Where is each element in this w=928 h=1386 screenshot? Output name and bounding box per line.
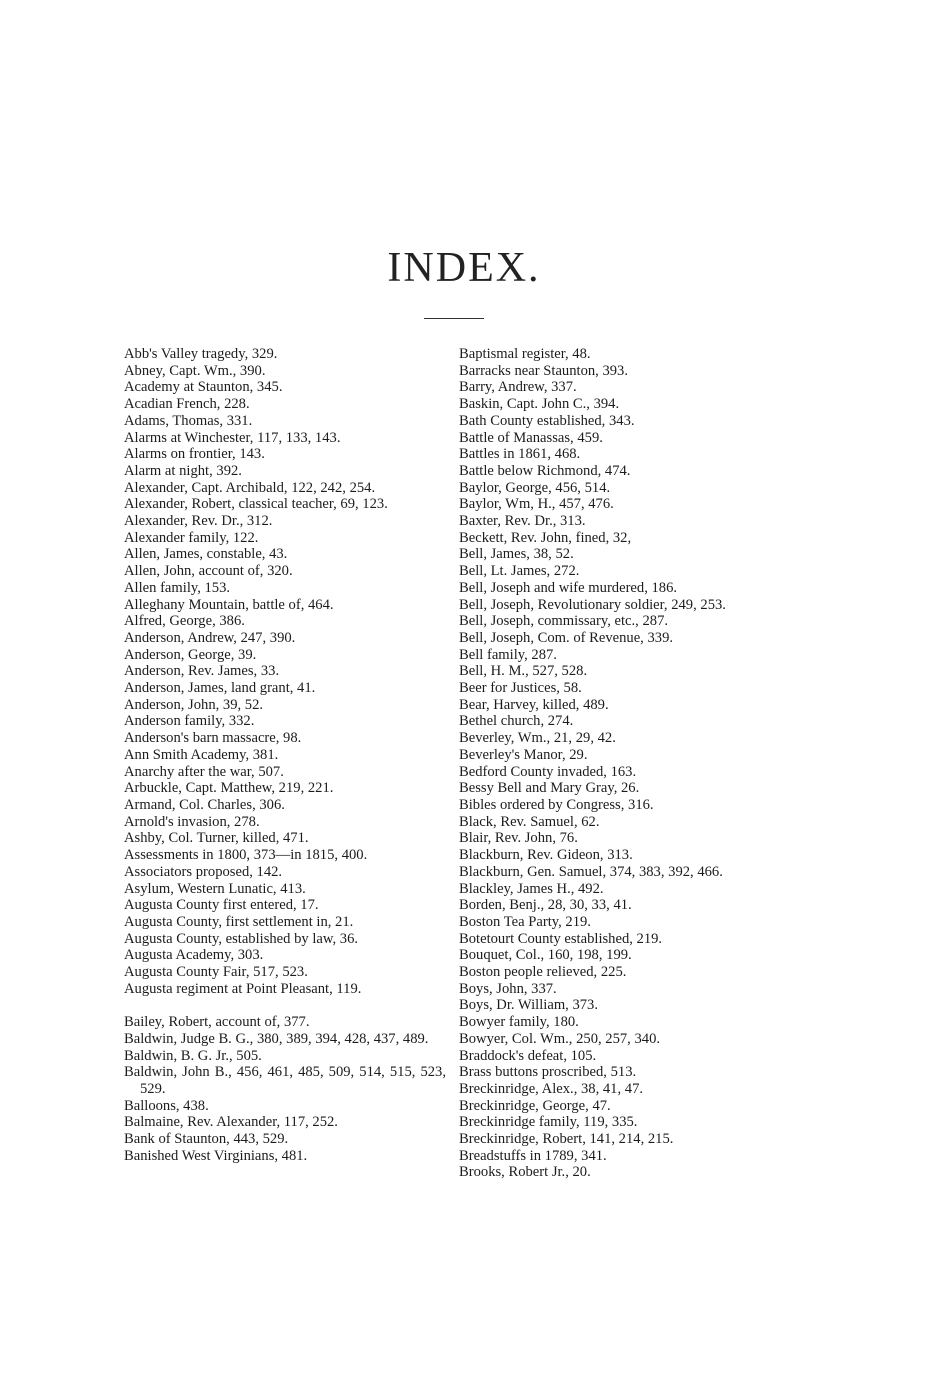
index-entry: Allen, John, account of, 320. — [124, 563, 293, 580]
index-entry: Ann Smith Academy, 381. — [124, 746, 279, 763]
index-entry: Arbuckle, Capt. Matthew, 219, 221. — [124, 780, 334, 797]
index-column-left — [124, 346, 446, 1164]
index-entry: Bowyer, Col. Wm., 250, 257, 340. — [459, 1030, 661, 1047]
index-entry: Bessy Bell and Mary Gray, 26. — [459, 780, 640, 797]
index-column-right — [459, 346, 783, 1181]
index-entry: Bell, Lt. James, 272. — [459, 563, 580, 580]
index-entry: Abney, Capt. Wm., 390. — [124, 362, 266, 379]
index-entry: Bethel church, 274. — [459, 713, 574, 730]
index-entry: Battles in 1861, 468. — [459, 446, 581, 463]
index-entry: Brass buttons proscribed, 513. — [459, 1064, 637, 1081]
index-entry: Augusta County first entered, 17. — [124, 897, 319, 914]
index-entry: Abb's Valley tragedy, 329. — [124, 346, 278, 362]
index-entry: Anderson's barn massacre, 98. — [124, 730, 302, 747]
index-entry: Brooks, Robert Jr., 20. — [459, 1164, 591, 1181]
index-entry: Academy at Staunton, 345. — [124, 379, 283, 396]
index-entry: Alexander family, 122. — [124, 529, 259, 546]
index-entry: Beverley's Manor, 29. — [459, 746, 588, 763]
index-entry: Armand, Col. Charles, 306. — [124, 796, 285, 813]
index-entry: Baxter, Rev. Dr., 313. — [459, 513, 586, 530]
title-rule — [424, 318, 484, 319]
index-entry: Anderson, John, 39, 52. — [124, 696, 264, 713]
index-entry: Alarms at Winchester, 117, 133, 143. — [124, 429, 341, 446]
index-entry: Black, Rev. Samuel, 62. — [459, 813, 600, 830]
index-entry: Alexander, Robert, classical teacher, 69, 123. — [124, 496, 388, 513]
index-entry: Ashby, Col. Turner, killed, 471. — [124, 830, 309, 847]
index-entry: Allen, James, constable, 43. — [124, 546, 288, 563]
index-entry: Balloons, 438. — [124, 1097, 209, 1114]
index-entry: Augusta County, first settlement in, 21. — [124, 913, 354, 930]
index-entry: Bell, Joseph, Com. of Revenue, 339. — [459, 629, 674, 646]
index-entry: Alexander, Capt. Archibald, 122, 242, 254. — [124, 479, 376, 496]
index-entry: Anderson family, 332. — [124, 713, 255, 730]
index-entry: Boston people relieved, 225. — [459, 964, 627, 981]
index-entry: Augusta County Fair, 517, 523. — [124, 964, 308, 981]
index-entry: Battle below Richmond, 474. — [459, 462, 631, 479]
index-entry: Blair, Rev. John, 76. — [459, 830, 578, 847]
index-entry: Breckinridge, George, 47. — [459, 1097, 611, 1114]
index-entry: Anderson, James, land grant, 41. — [124, 680, 316, 697]
index-entry: Augusta Academy, 303. — [124, 947, 264, 964]
index-entry: Alleghany Mountain, battle of, 464. — [124, 596, 334, 613]
index-entry: Bell family, 287. — [459, 646, 557, 663]
index-entry: Barracks near Staunton, 393. — [459, 362, 628, 379]
index-entry: Assessments in 1800, 373—in 1815, 400. — [124, 847, 368, 864]
index-entry: Acadian French, 228. — [124, 396, 250, 413]
index-entry: Allen family, 153. — [124, 579, 231, 596]
index-entry: Breckinridge family, 119, 335. — [459, 1114, 638, 1131]
index-entry: Boys, John, 337. — [459, 980, 557, 997]
index-entry: Augusta County, established by law, 36. — [124, 930, 359, 947]
index-entry: Braddock's defeat, 105. — [459, 1047, 597, 1064]
index-entry: Bouquet, Col., 160, 198, 199. — [459, 947, 632, 964]
index-entry: Bibles ordered by Congress, 316. — [459, 796, 654, 813]
index-entry: Borden, Benj., 28, 30, 33, 41. — [459, 897, 632, 914]
index-entry: Baldwin, John B., 456, 461, 485, 509, 514, 515, 523, 529. — [124, 1064, 446, 1097]
index-entry: Bell, Joseph, Revolutionary soldier, 249, 253. — [459, 596, 726, 613]
index-entry: Bell, James, 38, 52. — [459, 546, 574, 563]
index-entry: Alarms on frontier, 143. — [124, 446, 265, 463]
index-entry: Anderson, George, 39. — [124, 646, 257, 663]
index-entry: Baldwin, Judge B. G., 380, 389, 394, 428, 437, 489. — [124, 1030, 429, 1047]
index-entry: Arnold's invasion, 278. — [124, 813, 260, 830]
index-entry: Alarm at night, 392. — [124, 462, 242, 479]
index-entry: Bell, Joseph and wife murdered, 186. — [459, 579, 678, 596]
index-entry: Boston Tea Party, 219. — [459, 913, 591, 930]
index-entry: Barry, Andrew, 337. — [459, 379, 577, 396]
index-entry: Blackburn, Gen. Samuel, 374, 383, 392, 466. — [459, 863, 723, 880]
index-entry: Baldwin, B. G. Jr., 505. — [124, 1047, 262, 1064]
index-entry: Bank of Staunton, 443, 529. — [124, 1131, 289, 1148]
index-entry: Bailey, Robert, account of, 377. — [124, 1014, 310, 1031]
index-entry: Battle of Manassas, 459. — [459, 429, 603, 446]
index-entry: Alfred, George, 386. — [124, 613, 245, 630]
index-entry: Breadstuffs in 1789, 341. — [459, 1147, 607, 1164]
index-entry: Banished West Virginians, 481. — [124, 1147, 308, 1164]
index-entry: Botetourt County established, 219. — [459, 930, 663, 947]
index-entry: Bell, Joseph, commissary, etc., 287. — [459, 613, 669, 630]
index-entry: Baskin, Capt. John C., 394. — [459, 396, 620, 413]
index-entry: Baptismal register, 48. — [459, 346, 591, 362]
index-entry: Augusta regiment at Point Pleasant, 119. — [124, 980, 362, 997]
index-entry: Baylor, George, 456, 514. — [459, 479, 611, 496]
index-entry: Baylor, Wm, H., 457, 476. — [459, 496, 614, 513]
index-entry: Bath County established, 343. — [459, 412, 635, 429]
index-entry: Anderson, Andrew, 247, 390. — [124, 629, 296, 646]
index-entry: Blackley, James H., 492. — [459, 880, 604, 897]
index-entry: Bowyer family, 180. — [459, 1014, 579, 1031]
index-entry: Adams, Thomas, 331. — [124, 412, 253, 429]
index-entry: Bear, Harvey, killed, 489. — [459, 696, 609, 713]
index-entry: Alexander, Rev. Dr., 312. — [124, 513, 273, 530]
section-gap — [124, 997, 446, 1014]
index-entry: Breckinridge, Alex., 38, 41, 47. — [459, 1080, 644, 1097]
index-entry: Balmaine, Rev. Alexander, 117, 252. — [124, 1114, 338, 1131]
index-entry: Associators proposed, 142. — [124, 863, 283, 880]
index-entry: Anderson, Rev. James, 33. — [124, 663, 280, 680]
page-title: INDEX. — [387, 245, 541, 291]
index-entry: Anarchy after the war, 507. — [124, 763, 284, 780]
index-entry: Breckinridge, Robert, 141, 214, 215. — [459, 1131, 674, 1148]
index-entry: Beverley, Wm., 21, 29, 42. — [459, 730, 616, 747]
index-entry: Beer for Justices, 58. — [459, 680, 582, 697]
index-entry: Asylum, Western Lunatic, 413. — [124, 880, 306, 897]
index-entry: Beckett, Rev. John, fined, 32, — [459, 529, 632, 546]
index-entry: Bell, H. M., 527, 528. — [459, 663, 588, 680]
index-entry: Bedford County invaded, 163. — [459, 763, 637, 780]
index-entry: Blackburn, Rev. Gideon, 313. — [459, 847, 633, 864]
index-entry: Boys, Dr. William, 373. — [459, 997, 599, 1014]
